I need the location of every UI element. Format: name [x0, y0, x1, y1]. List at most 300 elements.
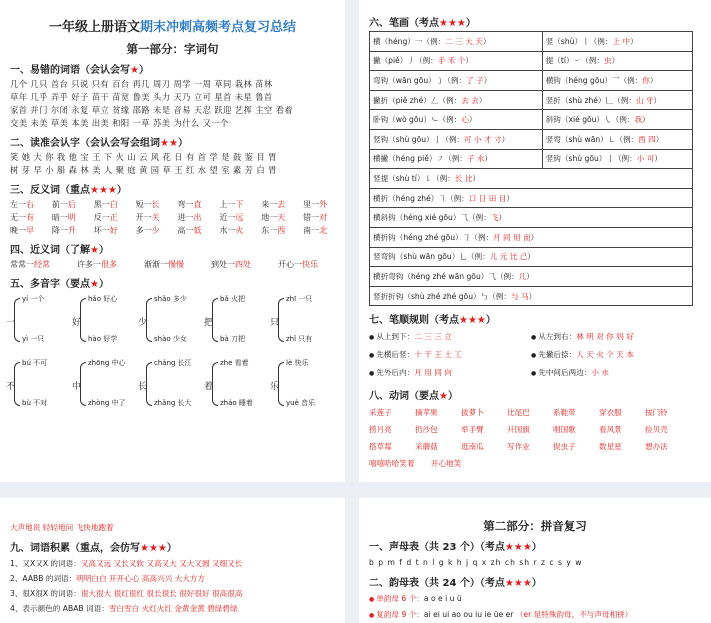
antonym-pair — [136, 224, 178, 237]
brace-icon — [212, 362, 218, 406]
antonym-pair — [136, 211, 178, 224]
stroke-example: 我 — [634, 115, 643, 125]
polyphone-reading: zhǎng 长大 — [154, 399, 192, 407]
rule-name: 先中间后两边： — [538, 368, 592, 378]
stroke-rule — [369, 364, 531, 382]
antonym-opposite: 北 — [319, 226, 328, 235]
antonym-dash: 一 — [101, 226, 110, 235]
page-4 — [359, 498, 711, 623]
antonym-opposite: 白 — [109, 200, 118, 209]
verb-phrase: 唱国歌 — [553, 425, 576, 435]
verb-phrase: 捉虫子 — [553, 442, 576, 452]
antonym-opposite: 长 — [151, 200, 160, 209]
antonym-word: 上 — [219, 200, 228, 209]
verb-phrase: 嘻嘻哈哈笑着 — [369, 459, 415, 469]
verb-phrase: 扔沙包 — [415, 425, 438, 435]
antonym-opposite: 正 — [109, 213, 118, 222]
synonym-match: 快乐 — [302, 260, 318, 269]
stroke-cell — [370, 286, 693, 306]
antonym-opposite: 右 — [26, 200, 34, 209]
synonym-pair — [144, 258, 211, 271]
synonym-dash: 一 — [93, 260, 101, 269]
polyphone-reading: zhōng 中心 — [88, 359, 126, 367]
antonym-opposite: 明 — [67, 213, 76, 222]
stroke-name: 横斜钩（héng xié gōu）⺄（例： — [373, 213, 491, 223]
rule-name: 先横后竖： — [376, 350, 415, 360]
stroke-rule — [531, 328, 693, 346]
stroke-name: 竖提（shù tí）㇙（例： — [373, 173, 455, 183]
stroke-rules — [369, 328, 711, 382]
polyphone-reading: bù 不对 — [22, 399, 48, 407]
polyphone-group — [72, 292, 138, 350]
antonym-word: 近 — [219, 213, 228, 222]
stroke-end: ） — [528, 291, 537, 301]
brace-icon — [212, 298, 218, 342]
stroke-end: ） — [482, 36, 491, 46]
verb-phrase: 采莲子 — [369, 408, 392, 418]
antonym-pair — [303, 224, 345, 237]
antonym-opposite: 西 — [277, 226, 286, 235]
polyphone-reading: hào 好学 — [88, 335, 118, 343]
antonym-pair — [178, 198, 220, 211]
antonym-pair — [261, 211, 303, 224]
verb-phrase: 采蘑菇 — [415, 442, 438, 452]
polyphone-reading: yí 一个 — [22, 295, 45, 303]
verb-phrase: 比尾巴 — [507, 408, 530, 418]
stroke-name: 竖折（shù zhé）𠃊（例： — [545, 95, 636, 105]
antonym-pair — [178, 211, 220, 224]
antonym-opposite: 下 — [235, 200, 244, 209]
antonym-dash: 一 — [143, 213, 152, 222]
verb-phrase: 搭草莓 — [369, 442, 392, 452]
antonym-opposite: 早 — [26, 226, 34, 235]
stroke-row — [370, 71, 693, 91]
word-row: 几个 几只 首台 只说 只有 百台 再几 周刀 周学 一周 草同 栽林 苗林 — [10, 79, 273, 89]
stroke-end: ） — [478, 95, 487, 105]
section-heading: 七、笔顺规则（考点★★★） — [369, 315, 496, 327]
polyphone-group — [6, 356, 72, 414]
stroke-name: 横折弯钩（héng zhé wān gōu）⺄（例： — [373, 271, 519, 281]
polyphone-group — [72, 356, 138, 414]
stroke-name: 竖弯（shù wān）㇄（例： — [545, 134, 639, 144]
synonym-pair — [211, 258, 278, 271]
section-heading: 一、易错的词语（会认会写★） — [10, 65, 149, 76]
stroke-row — [370, 51, 693, 71]
antonym-word: 降 — [51, 226, 60, 235]
polyphone-char: 一 — [6, 318, 16, 328]
verb-phrase: 举手臂 — [461, 425, 484, 435]
stroke-name: 横钩（héng gōu）乛（例： — [545, 75, 643, 85]
stroke-cell — [542, 129, 692, 149]
page-1 — [0, 0, 345, 482]
antonym-word: 左 — [10, 200, 18, 209]
antonym-dash: 一 — [143, 200, 152, 209]
section-heading: 二、韵母表（共 24 个）（考点★★★） — [369, 578, 542, 589]
stroke-end: ） — [506, 193, 514, 203]
synonym-word: 开心 — [278, 260, 294, 269]
stroke-cell — [370, 110, 543, 130]
polyphone-reading: bǎ 火把 — [220, 295, 245, 303]
page-2 — [359, 0, 711, 482]
stroke-name: 提（tí）㇀（例： — [545, 56, 604, 66]
stroke-row — [370, 169, 693, 189]
antonym-word: 南 — [303, 226, 312, 235]
antonym-dash: 一 — [227, 200, 236, 209]
stroke-end: ） — [468, 115, 477, 125]
antonym-dash: 一 — [143, 226, 152, 235]
polyphone-reading: zhī 一只 — [286, 295, 313, 303]
stroke-cell — [370, 247, 693, 267]
antonym-dash: 一 — [227, 226, 236, 235]
verb-phrase: 系鞋带 — [553, 408, 576, 418]
stroke-end: ） — [611, 56, 620, 66]
verb-phrase: 按门铃 — [645, 408, 668, 418]
synonym-match: 四处 — [235, 260, 251, 269]
polyphone-char: 中 — [72, 382, 82, 392]
verb-phrase: 捡贝壳 — [645, 425, 668, 435]
antonym-dash: 一 — [18, 226, 26, 235]
antonym-word: 来 — [261, 200, 270, 209]
synonym-match: 经常 — [34, 260, 50, 269]
synonym-dash: 一 — [227, 260, 235, 269]
stroke-end: ） — [649, 75, 658, 85]
stroke-end: ） — [526, 271, 534, 281]
antonym-pair — [219, 211, 261, 224]
polyphone-group — [6, 292, 72, 350]
page-title: 一年级上册语文期末冲刺高频考点复习总结 — [48, 20, 297, 35]
stroke-end: ） — [630, 36, 638, 46]
antonym-pair — [94, 198, 136, 211]
stroke-name: 竖弯钩（shù wān gōu）乚（例： — [373, 252, 490, 262]
synonym-pair — [278, 258, 345, 271]
antonym-opposite: 关 — [151, 213, 160, 222]
synonym-dash: 一 — [160, 260, 168, 269]
rule-name: 先外后内： — [376, 368, 415, 378]
section-heading: 八、动词（要点★） — [369, 391, 458, 403]
stroke-cell — [370, 129, 543, 149]
rule-example: 小 水 — [591, 368, 610, 378]
antonym-opposite: 去 — [277, 200, 286, 209]
stroke-example: 你 — [642, 75, 650, 85]
antonym-opposite: 出 — [193, 213, 202, 222]
section-heading: 五、多音字（要点★） — [10, 279, 109, 290]
polyphone-reading: lè 快乐 — [286, 359, 309, 367]
antonym-word: 反 — [93, 213, 102, 222]
section-heading: 四、近义词（了解★） — [10, 245, 109, 256]
brace-icon — [278, 362, 284, 406]
antonym-dash: 一 — [101, 213, 110, 222]
rule-example: 林 明 对 你 妈 好 — [576, 332, 634, 342]
antonym-dash: 一 — [59, 226, 68, 235]
rule-name: 先撇后捺： — [538, 350, 577, 360]
polyphone-reading: zháo 睡着 — [220, 399, 253, 407]
synonym-pair — [10, 258, 77, 271]
page-3 — [0, 498, 345, 623]
antonym-word: 错 — [303, 213, 312, 222]
section-heading: 二、读准会认字（会认会写会组词★★） — [10, 138, 188, 149]
stroke-rule — [531, 364, 693, 382]
antonym-pair — [303, 211, 345, 224]
polyphone-reading: zhǐ 只有 — [286, 335, 313, 343]
accumulation-words: 又高又远 又长又软 又高又大 又大又圆 又细又长 — [80, 559, 243, 568]
polyphone-group — [138, 356, 204, 414]
stroke-name: 竖钩（shù gōu）亅（例： — [373, 134, 465, 144]
verb-phrase: 开心地笑 — [431, 459, 462, 469]
antonym-word: 短 — [135, 200, 144, 209]
verb-phrase: 写作业 — [507, 442, 530, 452]
antonym-opposite: 升 — [67, 226, 76, 235]
antonym-pair — [94, 224, 136, 237]
stroke-cell — [542, 149, 692, 169]
accumulation-head: 4、表示颜色的 ABAB 词语： — [10, 604, 109, 613]
antonym-word: 开 — [135, 213, 144, 222]
synonym-word: 常常 — [10, 260, 26, 269]
verb-phrase: 看风景 — [599, 425, 622, 435]
antonym-dash: 一 — [311, 226, 320, 235]
antonym-word: 水 — [219, 226, 228, 235]
synonym-dash: 一 — [26, 260, 34, 269]
antonym-word: 高 — [177, 226, 186, 235]
synonym-word: 许多 — [77, 260, 93, 269]
synonym-word: 渐渐 — [144, 260, 160, 269]
section-heading: 九、词语积累（重点，会仿写★★★） — [10, 543, 177, 554]
stroke-rule — [369, 346, 531, 364]
antonym-dash: 一 — [18, 213, 26, 222]
verb-phrase: 想办法 — [645, 442, 668, 452]
stroke-example: 心 — [461, 115, 469, 125]
accumulation-line — [10, 556, 345, 571]
antonym-pair — [10, 198, 52, 211]
antonym-pair — [219, 198, 261, 211]
antonym-pair — [136, 198, 178, 211]
rule-name: 从上到下： — [376, 332, 415, 342]
accumulation-line — [10, 586, 345, 601]
rule-name: 从左到右： — [538, 332, 577, 342]
stroke-cell — [370, 90, 543, 110]
section-heading: 三、反义词（重点★★★） — [10, 185, 127, 196]
stroke-example: 口 日 田 目 — [468, 193, 507, 203]
antonym-dash: 一 — [311, 200, 320, 209]
phrase-row: 大声地说 轻轻地问 飞快地跑着 — [10, 523, 114, 532]
antonym-word: 前 — [51, 200, 60, 209]
char-row: 笑 她 大 你 我 他 宝 王 下 火 山 云 风 花 日 有 首 学 是 鼓 鉴 目 胃 — [10, 152, 277, 162]
antonym-word: 暗 — [51, 213, 60, 222]
stroke-end: ） — [465, 56, 473, 66]
antonym-opposite: 后 — [67, 200, 76, 209]
polyphone-reading: cháng 长江 — [154, 359, 192, 367]
antonym-dash: 一 — [59, 200, 68, 209]
brace-icon — [146, 362, 152, 406]
stroke-table — [369, 31, 693, 306]
stroke-end: ） — [484, 154, 493, 164]
antonym-word: 黑 — [93, 200, 102, 209]
accumulation-words: 明明白白 开开心心 高高兴兴 大大方方 — [76, 574, 205, 583]
accumulation-line — [10, 571, 345, 586]
antonym-opposite: 好 — [109, 226, 118, 235]
word-row: 草年 几乎 弄乎 好子 苗干 苗宽 鲁美 头力 天乃 立可 星首 未星 鲁首 — [10, 92, 273, 102]
antonym-dash: 一 — [269, 200, 278, 209]
section-heading: 一、声母表（共 23 个）（考点★★★） — [369, 542, 542, 553]
stroke-cell — [542, 110, 692, 130]
polyphone-reading: bà 刀把 — [220, 335, 245, 343]
antonym-word: 晚 — [10, 226, 18, 235]
polyphone-reading: hǎo 好心 — [88, 295, 118, 303]
stroke-example: 上 中 — [612, 36, 631, 46]
stroke-cell — [370, 71, 543, 91]
stroke-name: 横折钩（héng zhé gōu）㇆（例： — [373, 232, 494, 242]
polyphone-char: 好 — [72, 318, 82, 328]
stroke-cell — [542, 71, 692, 91]
antonym-pair — [303, 198, 345, 211]
char-row: 树 芽 早 小 船 森 林 美 人 聚 庭 黄 园 草 王 红 水 望 室 素 芳 白 胃 — [10, 165, 277, 175]
antonym-dash: 一 — [18, 200, 26, 209]
antonym-pair — [10, 224, 52, 237]
stroke-name: 斜钩（xié gōu）㇂（例： — [545, 115, 635, 125]
stroke-example: 二 三 大 天 — [445, 36, 483, 46]
polyphone-reading: yì 一只 — [22, 335, 45, 343]
polyphone-char: 少 — [138, 318, 148, 328]
antonym-dash: 一 — [227, 213, 236, 222]
synonym-dash: 一 — [294, 260, 302, 269]
stroke-example: 与 马 — [510, 291, 529, 301]
synonym-list — [10, 258, 345, 271]
antonym-opposite: 外 — [319, 200, 328, 209]
antonym-dash: 一 — [185, 213, 194, 222]
polyphone-group — [270, 356, 336, 414]
antonym-list — [0, 198, 345, 237]
stroke-example: 飞 — [490, 213, 499, 223]
antonym-dash: 一 — [311, 213, 320, 222]
polyphone-char: 只 — [270, 318, 280, 328]
stroke-example: 几 — [518, 271, 527, 281]
stroke-row — [370, 267, 693, 287]
stroke-name: 卧钩（wò gōu）㇃（例： — [373, 115, 462, 125]
stroke-example: 山 牙 — [635, 95, 654, 105]
polyphone-grid — [6, 292, 345, 422]
synonym-pair — [77, 258, 144, 271]
section-heading: 六、笔画（考点★★★） — [369, 18, 476, 29]
stroke-end: ） — [642, 115, 650, 125]
stroke-cell — [370, 149, 543, 169]
stroke-example: 虫 — [603, 56, 612, 66]
brace-icon — [278, 298, 284, 342]
stroke-cell — [370, 169, 693, 189]
stroke-end: ） — [655, 134, 664, 144]
verb-list — [369, 404, 711, 472]
verb-phrase: 穿衣服 — [599, 408, 622, 418]
stroke-cell — [370, 267, 693, 287]
antonym-dash: 一 — [101, 200, 110, 209]
word-accumulation — [0, 556, 345, 616]
part-heading: 第二部分：拼音复习 — [483, 519, 587, 533]
verb-phrase: 数星星 — [599, 442, 622, 452]
antonym-pair — [52, 198, 94, 211]
stroke-example: 长 比 — [454, 173, 473, 183]
stroke-name: 竖钩（shù gōu）亅（例： — [545, 154, 637, 164]
antonym-dash: 一 — [269, 213, 278, 222]
stroke-end: ） — [501, 134, 510, 144]
antonym-opposite: 火 — [235, 226, 244, 235]
stroke-row — [370, 208, 693, 228]
verb-phrase: 拔萝卜 — [461, 408, 484, 418]
antonym-row — [10, 198, 345, 211]
polyphone-reading: zhe 看着 — [220, 359, 249, 367]
antonym-pair — [261, 224, 303, 237]
stroke-end: ） — [498, 213, 507, 223]
stroke-example: 手 禾 个 — [437, 56, 466, 66]
polyphone-char: 长 — [138, 382, 148, 392]
antonym-opposite: 远 — [235, 213, 244, 222]
stroke-end: ） — [530, 232, 539, 242]
stroke-row — [370, 90, 693, 110]
stroke-cell — [370, 208, 693, 228]
stroke-example: 月 同 用 而 — [493, 232, 531, 242]
stroke-name: 横（héng）一（例： — [373, 36, 446, 46]
stroke-end: ） — [472, 173, 481, 183]
stroke-name: 竖（shù）丨（例： — [545, 36, 613, 46]
antonym-pair — [219, 224, 261, 237]
polyphone-char: 乐 — [270, 382, 280, 392]
antonym-pair — [94, 211, 136, 224]
synonym-word: 到处 — [211, 260, 227, 269]
brace-icon — [14, 362, 20, 406]
verb-phrase: 捞月亮 — [369, 425, 392, 435]
antonym-word: 多 — [135, 226, 144, 235]
stroke-rule — [369, 328, 531, 346]
verb-phrase: 逛南瓜 — [461, 442, 484, 452]
stroke-cell — [542, 90, 692, 110]
stroke-cell — [370, 51, 543, 71]
brace-icon — [146, 298, 152, 342]
polyphone-group — [204, 292, 270, 350]
stroke-example: 去 去 — [461, 95, 479, 105]
antonym-word: 无 — [10, 213, 18, 222]
stroke-example: 小 可 — [636, 154, 655, 164]
polyphone-reading: yuè 音乐 — [286, 399, 316, 407]
initials-list: b p m f d t n l g k h j q x zh ch sh r z c s y w — [369, 558, 583, 567]
brace-icon — [14, 298, 20, 342]
stroke-end: ） — [653, 95, 662, 105]
stroke-row — [370, 227, 693, 247]
stroke-example: 可 小 才 寸 — [464, 134, 502, 144]
accumulation-head: 1、又X又X 的词语： — [10, 559, 81, 568]
antonym-dash: 一 — [185, 226, 194, 235]
antonym-dash: 一 — [269, 226, 278, 235]
antonym-word: 东 — [261, 226, 270, 235]
simple-finals: ● 单韵母 6 个：a o e i u ü — [369, 591, 711, 607]
accumulation-head: 2、AABB 的词语： — [10, 574, 77, 583]
rule-example: 月 用 同 向 — [414, 368, 452, 378]
stroke-name: 撇折（piě zhé）𠃋（例： — [373, 95, 462, 105]
antonym-word: 地 — [261, 213, 270, 222]
antonym-word: 进 — [177, 213, 186, 222]
antonym-opposite: 低 — [193, 226, 202, 235]
stroke-row — [370, 129, 693, 149]
antonym-row — [10, 211, 345, 224]
word-row: 交美 未美 草美 本美 出美 和阳 一草 苏美 为什么 又一个 — [10, 118, 229, 128]
antonym-opposite: 少 — [151, 226, 160, 235]
stroke-row — [370, 32, 693, 52]
antonym-pair — [178, 224, 220, 237]
synonym-match: 慢慢 — [168, 260, 184, 269]
antonym-opposite: 对 — [319, 213, 328, 222]
stroke-name: 竖折折钩（shù zhé zhé gōu）㇉（例： — [373, 291, 511, 301]
antonym-pair — [10, 211, 52, 224]
stroke-cell — [370, 188, 693, 208]
stroke-row — [370, 286, 693, 306]
antonym-dash: 一 — [59, 213, 68, 222]
accumulation-line — [10, 601, 345, 616]
